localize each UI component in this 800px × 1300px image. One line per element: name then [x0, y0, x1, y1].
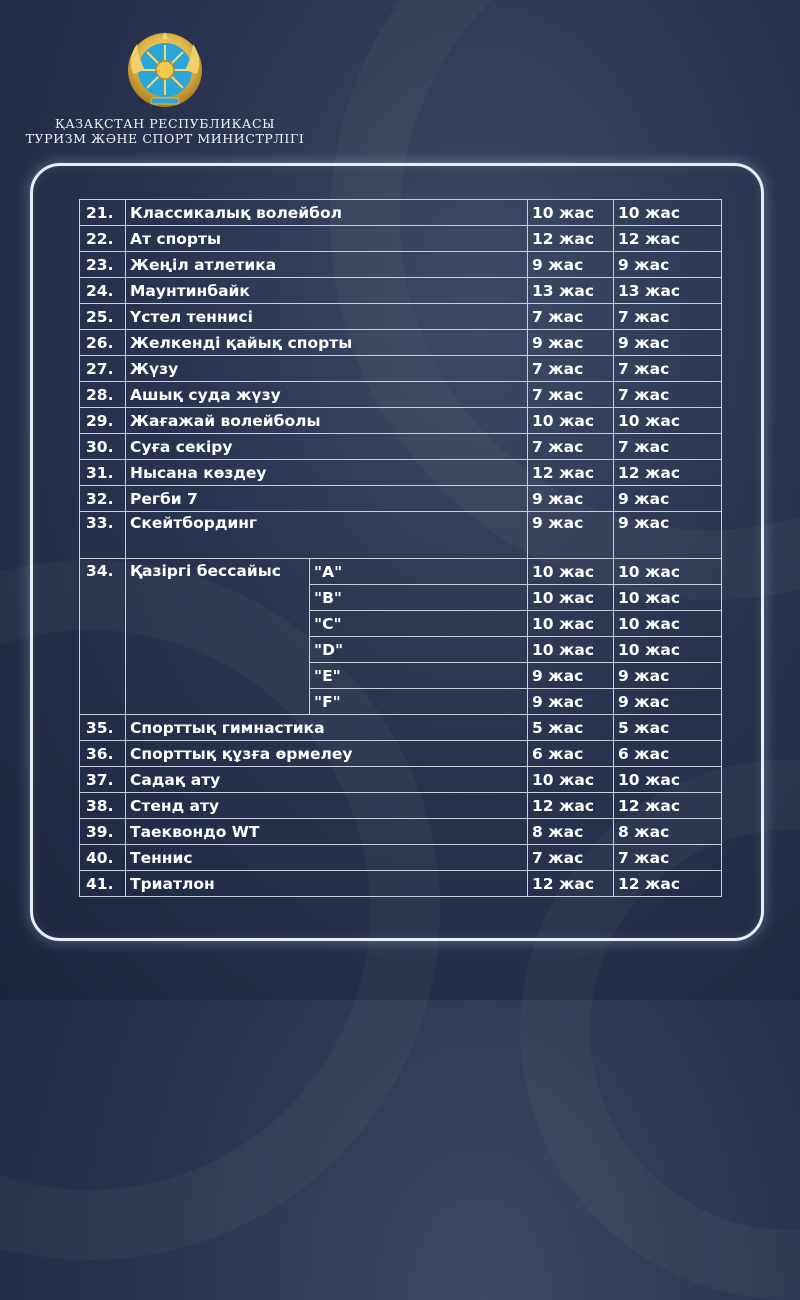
age-column-2: 12 жас [614, 460, 722, 486]
sport-name: Спорттық құзға өрмелеу [126, 741, 528, 767]
table-row [80, 486, 722, 512]
age-column-2: 10 жас [614, 200, 722, 226]
row-number: 39. [80, 819, 126, 845]
age-column-2: 9 жас [614, 663, 722, 689]
sport-name: Ат спорты [126, 226, 528, 252]
sport-name: Садақ ату [126, 767, 528, 793]
subcategory-label: "C" [310, 611, 528, 637]
row-number: 32. [80, 486, 126, 512]
row-number: 27. [80, 356, 126, 382]
ministry-name-line2: ТУРИЗМ ЖӘНЕ СПОРТ МИНИСТРЛІГІ [25, 131, 305, 146]
sport-name: Теннис [126, 845, 528, 871]
age-column-1: 10 жас [528, 637, 614, 663]
age-column-2: 9 жас [614, 330, 722, 356]
row-number: 29. [80, 408, 126, 434]
sport-name: Маунтинбайк [126, 278, 528, 304]
age-column-2: 10 жас [614, 585, 722, 611]
age-column-1: 7 жас [528, 304, 614, 330]
table-row [80, 356, 722, 382]
sport-name: Регби 7 [126, 486, 528, 512]
age-column-1: 5 жас [528, 715, 614, 741]
age-column-2: 8 жас [614, 819, 722, 845]
row-number: 30. [80, 434, 126, 460]
subcategory-label: "E" [310, 663, 528, 689]
sport-name: Таеквондо WT [126, 819, 528, 845]
table-row [80, 741, 722, 767]
state-emblem-icon [125, 30, 205, 110]
row-number: 38. [80, 793, 126, 819]
table-row [80, 382, 722, 408]
age-column-1: 9 жас [528, 512, 614, 559]
table-row [80, 226, 722, 252]
sport-name: Жүзу [126, 356, 528, 382]
row-number: 41. [80, 871, 126, 897]
age-column-1: 7 жас [528, 382, 614, 408]
age-column-1: 10 жас [528, 408, 614, 434]
row-number: 24. [80, 278, 126, 304]
age-column-2: 9 жас [614, 512, 722, 559]
table-row [80, 819, 722, 845]
age-column-1: 9 жас [528, 330, 614, 356]
age-column-1: 12 жас [528, 793, 614, 819]
table-row [80, 330, 722, 356]
sport-name: Нысана көздеу [126, 460, 528, 486]
sport-name: Жеңіл атлетика [126, 252, 528, 278]
sport-name: Спорттық гимнастика [126, 715, 528, 741]
sport-name: Ашық суда жүзу [126, 382, 528, 408]
row-number: 28. [80, 382, 126, 408]
table-row [80, 434, 722, 460]
row-number: 37. [80, 767, 126, 793]
age-column-1: 10 жас [528, 611, 614, 637]
subcategory-label: "F" [310, 689, 528, 715]
row-number: 34. [80, 559, 126, 715]
table-row [80, 845, 722, 871]
age-column-2: 7 жас [614, 434, 722, 460]
age-column-1: 7 жас [528, 845, 614, 871]
table-row [80, 512, 722, 559]
subcategory-label: "D" [310, 637, 528, 663]
table-row [80, 304, 722, 330]
sport-name: Қазіргі бессайыс [126, 559, 310, 715]
sports-age-table [79, 199, 722, 897]
age-column-1: 8 жас [528, 819, 614, 845]
age-column-1: 12 жас [528, 460, 614, 486]
age-column-1: 12 жас [528, 871, 614, 897]
age-column-2: 12 жас [614, 226, 722, 252]
row-number: 31. [80, 460, 126, 486]
sport-name: Суға секіру [126, 434, 528, 460]
row-number: 35. [80, 715, 126, 741]
sport-name: Триатлон [126, 871, 528, 897]
age-column-1: 9 жас [528, 486, 614, 512]
age-column-2: 7 жас [614, 356, 722, 382]
table-row [80, 793, 722, 819]
age-column-1: 6 жас [528, 741, 614, 767]
age-column-2: 10 жас [614, 637, 722, 663]
table-row [80, 559, 722, 585]
row-number: 40. [80, 845, 126, 871]
sport-name: Скейтбординг [126, 512, 528, 559]
age-column-2: 7 жас [614, 845, 722, 871]
ministry-name-line1: ҚАЗАҚСТАН РЕСПУБЛИКАСЫ [54, 116, 276, 131]
age-column-1: 12 жас [528, 226, 614, 252]
age-column-1: 7 жас [528, 356, 614, 382]
age-column-2: 7 жас [614, 382, 722, 408]
age-column-2: 12 жас [614, 793, 722, 819]
age-column-1: 10 жас [528, 559, 614, 585]
age-column-1: 9 жас [528, 663, 614, 689]
sport-name: Үстел теннисі [126, 304, 528, 330]
table-row [80, 767, 722, 793]
age-column-1: 10 жас [528, 767, 614, 793]
subcategory-label: "A" [310, 559, 528, 585]
table-row [80, 252, 722, 278]
age-column-1: 9 жас [528, 689, 614, 715]
row-number: 21. [80, 200, 126, 226]
ministry-header [0, 30, 330, 146]
age-column-1: 10 жас [528, 585, 614, 611]
row-number: 33. [80, 512, 126, 559]
table-row [80, 278, 722, 304]
row-number: 36. [80, 741, 126, 767]
age-column-2: 10 жас [614, 559, 722, 585]
age-column-2: 13 жас [614, 278, 722, 304]
sport-name: Желкенді қайық спорты [126, 330, 528, 356]
sport-name: Стенд ату [126, 793, 528, 819]
subcategory-label: "B" [310, 585, 528, 611]
table-row [80, 715, 722, 741]
row-number: 23. [80, 252, 126, 278]
row-number: 26. [80, 330, 126, 356]
age-column-2: 10 жас [614, 611, 722, 637]
sport-name: Жағажай волейболы [126, 408, 528, 434]
age-column-2: 7 жас [614, 304, 722, 330]
age-column-1: 7 жас [528, 434, 614, 460]
age-column-1: 9 жас [528, 252, 614, 278]
age-column-2: 12 жас [614, 871, 722, 897]
table-row [80, 460, 722, 486]
sport-name: Классикалық волейбол [126, 200, 528, 226]
row-number: 25. [80, 304, 126, 330]
age-column-2: 9 жас [614, 252, 722, 278]
age-column-2: 5 жас [614, 715, 722, 741]
age-column-1: 13 жас [528, 278, 614, 304]
age-column-1: 10 жас [528, 200, 614, 226]
age-column-2: 9 жас [614, 486, 722, 512]
table-row [80, 200, 722, 226]
age-column-2: 10 жас [614, 767, 722, 793]
age-column-2: 9 жас [614, 689, 722, 715]
table-row [80, 871, 722, 897]
age-column-2: 10 жас [614, 408, 722, 434]
table-row [80, 408, 722, 434]
age-column-2: 6 жас [614, 741, 722, 767]
row-number: 22. [80, 226, 126, 252]
